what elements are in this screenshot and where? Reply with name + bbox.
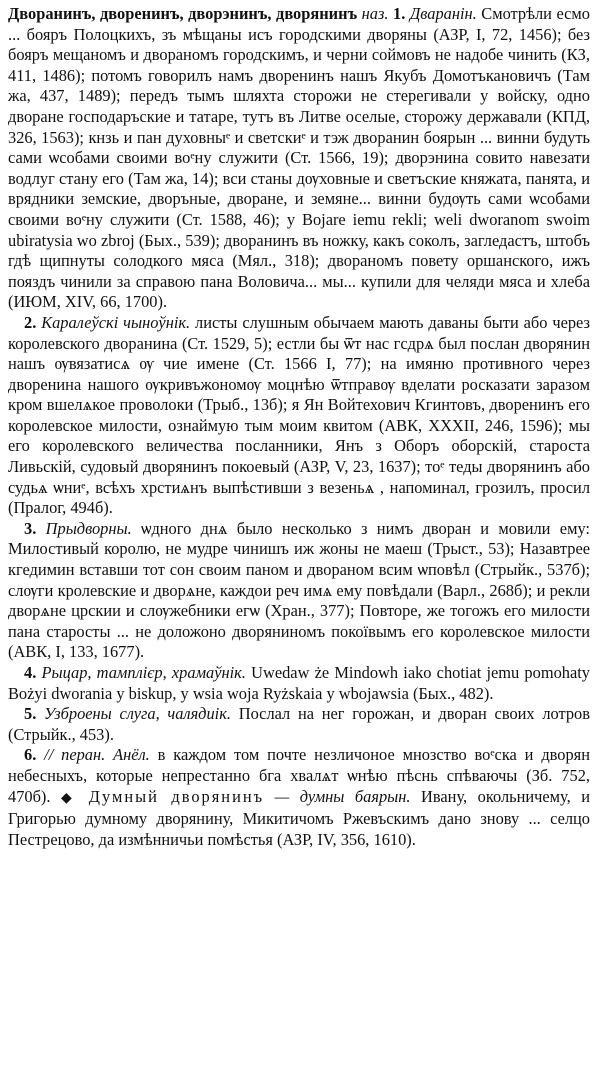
entry-headword: Дворанинъ, двоpенинъ, двоpэнинъ, двоpянинъ: [8, 4, 358, 23]
entry-sense-2: [8, 313, 590, 519]
sense-text: ѡдного днѧ было несколько з нимъ дворан и мовили ему: Милостивый королю, не мудре чинишъ иж жоны не маеш (Трыст., 53); Назавтрее кгедимин вставши тот сон своим паном и двораном всим ѡповѣл (Стрыйк., 537б); слѹги кролевские и дворѧне, каждои реч имѧ ему повѣдали (Варл., 268б); и рекли дворѧне црскии и слѹжебники егѡ (Хран., 377); Повторе, же тогожъ его милости пана старосты ... не доложоно дворяниномъ покоївымъ его королевское милости (АВК, I, 133, 1677).: [8, 518, 590, 662]
entry-sense-5: [8, 704, 590, 745]
idiom-gloss: — думны баярын.: [274, 786, 411, 806]
sense-gloss: Прыдворны.: [45, 518, 132, 538]
idiom-phrase: Думный дворянинъ: [88, 786, 265, 806]
sense-number: 2.: [24, 312, 37, 332]
sense-text: Послал на нег горожан, и дворан своих лотров (Стрыйк., 453).: [8, 704, 590, 744]
sense-gloss: Дваранін.: [409, 4, 477, 23]
sense-text: Uwedaw że Mindowh iako chotiat jemu pomohaty Bożyi dworania y biskup, y wsia woja Ryżskaia y wbojawsia (Бых., 482).: [8, 663, 590, 703]
sense-number: 6.: [24, 745, 37, 765]
part-of-speech: наз.: [361, 4, 389, 23]
sense-number: 1.: [393, 4, 406, 23]
entry-sense-3: [8, 519, 590, 663]
sense-gloss: Узброены слуга, чалядиік.: [44, 704, 231, 724]
sense-gloss: Каралеўскі чыноўнік.: [41, 312, 191, 332]
entry-sense-4: [8, 663, 590, 704]
idiom-text: Ивану, окольничему, и Григорью думному дворянину, Микитичомъ Ржевъскимъ дано знову ... селцо Пестрецово, да измѣнничьи помѣстья (АЗР, IV, 356, 1610).: [8, 786, 590, 849]
sense-gloss: Рыцар, тамплієр, храмаўнік.: [41, 663, 246, 682]
sense-text: в каждом том почте незличоное мнозство воᵉска и дворян небесныхъ, которые непрестанно бга хвалѧт ѡнѣю пѣснь спѣваючы (Зб. 752, 470б).: [8, 745, 590, 806]
sense-number: 3.: [24, 518, 37, 538]
sense-text: Смотрѣли есмо ... бояръ Полоцкихъ, зъ мѣщаны исъ городскими дворяны (АЗР, I, 72, 1456); без бояръ мещаномъ и двораномъ городскимъ, и черни соймовъ не надобе чинить (КЗ, 411, 1486); потомъ говорилъ намъ двоpенинъ нашъ Якубъ Домотъкановичъ (Там жа, 437, 1489); передъ тымъ шляхта сторожи не стерегивали у войску, одно дворане господаръские и татаре, тутъ въ Литве оселые, сторожу державали (КПД, 326, 1563); кнзь и пан духовныᵉ и светскиᵉ и тэж дворанин боярын ... винни будуть сами ѡсобами своими воᵉну служити (Ст. 1566, 19); двоpэнина совито навезати водлуг стану его (Там жа, 14); вси станы дѹховные и светъские княжата, панята, и врядники земские, дворъные, дворане, и земяне... винни будѹть сами ѡсобами своими воᵉну служити (Ст. 1588, 46); y Bojare iemu rekli; weli dworanom swoim ubiratysia wo zbroj (Бых., 539); дворанинъ въ ножку, какъ соколъ, загледастъ, штобъ гдѣ щипнуты солодкого мяса (Мял., 318); двораномъ повету оршанского, ижъ пояздъ чинили за справою пана Воловича... мы... купили для челяди мяса и хлеба (ИЮМ, XIV, 66, 1700).: [8, 4, 590, 312]
idiom-marker-icon: ◆: [61, 790, 79, 806]
sense-text: листы слушным обычаем мають даваны быти або через королевского дворанина (Ст. 1529, 5); естли бы ѿт нас гсдрѧ был послан дворянин нашъ ѹвязатисѧ ѹ чие имене (Ст. 1566 I, 77); на имяню противного через дворенина нашого ѹкривъжономѹ моцнѣю ѿтправѹ вделати росказати заразом кром вшелѧкое проволоки (Трыб., 13б); я Ян Войтехович Кгинтовъ, двоpенинъ его королевское милости, ознаймую тым моим квитом (АВК, XXXII, 246, 1596); мы его королевского величества посланники, Янъ з Оборъ оборскій, староста Ливьскій, судовый двоpянинъ покоевый (АЗР, V, 23, 1637); тоᵉ теды дворянинъ або судьѧ ѡниᵉ, всѣхъ хрстиѧнъ выпѣстивши з везеньѧ , напоминал, грозилъ, просил (Пралог, 494б).: [8, 312, 590, 518]
sense-number: 4.: [24, 663, 37, 682]
sense-number: 5.: [24, 704, 37, 724]
sense-gloss: // перан. Анёл.: [44, 745, 150, 765]
entry-sense-1: [8, 4, 590, 313]
entry-sense-6: [8, 745, 590, 850]
